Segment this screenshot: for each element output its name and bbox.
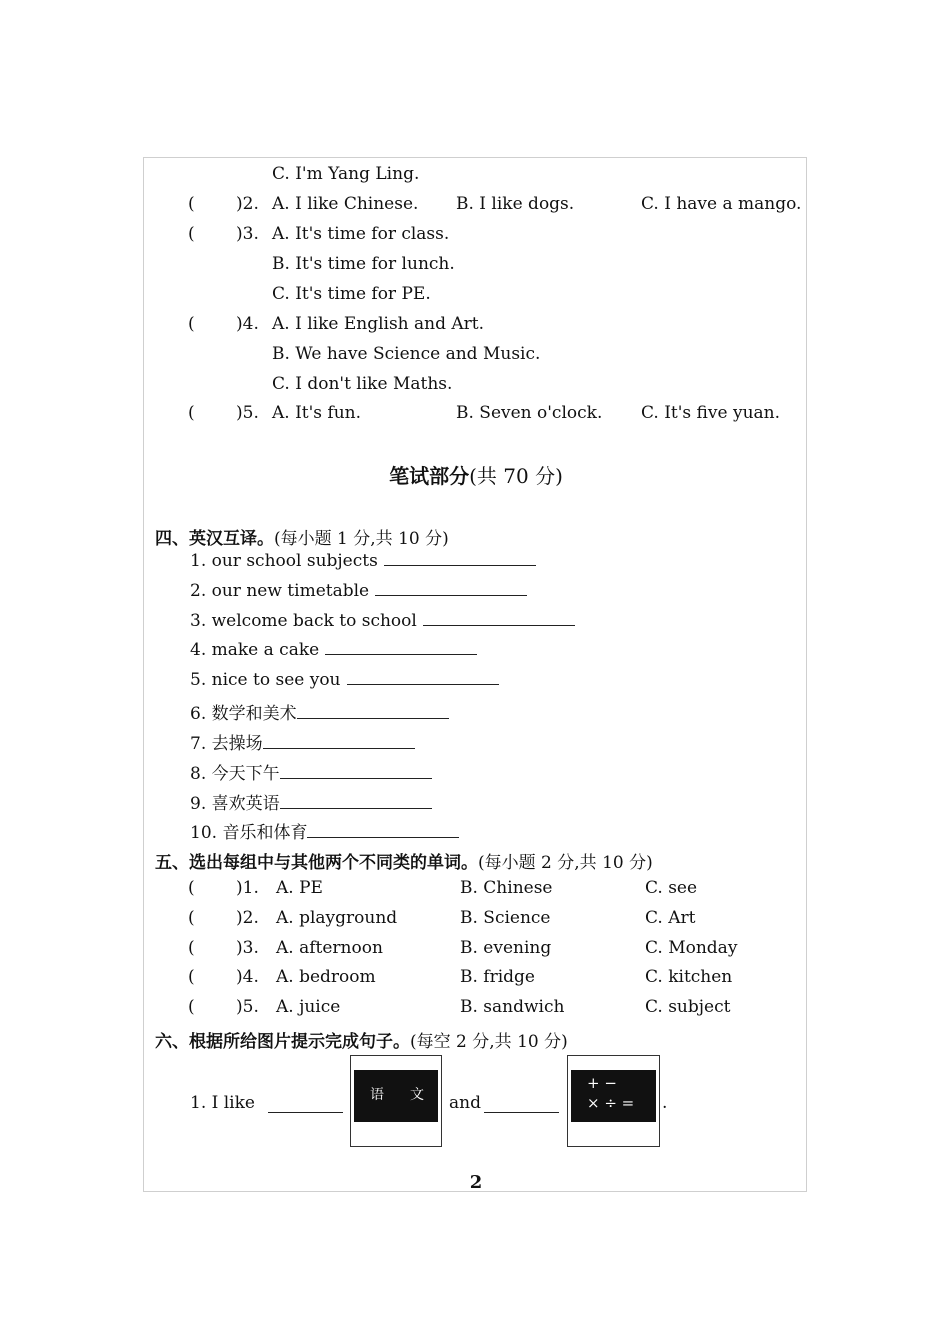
- q4-option-c: C. I don't like Maths.: [272, 374, 453, 394]
- picture-sentence-1: [190, 1093, 255, 1113]
- section-6-title: 六、根据所给图片提示完成句子。: [155, 1032, 410, 1052]
- q2-option-a: A. I like Chinese.: [272, 194, 419, 214]
- option-a: A. bedroom: [276, 967, 376, 987]
- translation-item: [190, 670, 499, 690]
- q3-option-b: B. It's time for lunch.: [272, 254, 455, 274]
- option-a: A. playground: [276, 908, 398, 928]
- q5-option-b: B. Seven o'clock.: [456, 403, 603, 423]
- sentence-end-wrap: [662, 1093, 667, 1113]
- q4-option-b: B. We have Science and Music.: [272, 344, 541, 364]
- written-part-title: [144, 460, 808, 489]
- item-text: 9. 喜欢英语: [190, 794, 280, 814]
- translation-item: [190, 640, 477, 660]
- option-c: C. see: [645, 878, 698, 898]
- section-5-heading: [155, 848, 653, 873]
- q2-option-c: C. I have a mango.: [641, 194, 802, 214]
- page-number: 2: [469, 1172, 483, 1193]
- translation-item: [190, 759, 432, 784]
- answer-blank[interactable]: [375, 581, 527, 596]
- answer-blank[interactable]: [384, 551, 536, 566]
- section-4-heading: [155, 524, 449, 549]
- answer-blank[interactable]: [263, 734, 415, 749]
- answer-bracket[interactable]: (: [188, 908, 195, 928]
- option-b: B. Science: [460, 908, 551, 928]
- answer-bracket[interactable]: (: [188, 967, 195, 987]
- item-text: 7. 去操场: [190, 734, 263, 754]
- question-number: )4.: [236, 314, 259, 334]
- section-5-title: 五、选出每组中与其他两个不同类的单词。: [155, 853, 478, 873]
- translation-item: [190, 699, 449, 724]
- q3-option-a: A. It's time for class.: [272, 224, 450, 244]
- q5-option-a: A. It's fun.: [272, 403, 362, 423]
- answer-bracket[interactable]: (: [188, 194, 195, 214]
- maths-subject-card: [567, 1055, 660, 1147]
- question-number: )2.: [236, 908, 259, 928]
- translation-item: [190, 729, 415, 754]
- written-part-score: (共 70 分): [469, 464, 563, 488]
- option-c: C. subject: [645, 997, 731, 1017]
- option-b: B. evening: [460, 938, 552, 958]
- item-text: 3. welcome back to school: [190, 611, 417, 631]
- answer-bracket[interactable]: (: [188, 224, 195, 244]
- item-text: 8. 今天下午: [190, 764, 280, 784]
- question-number: )5.: [236, 403, 259, 423]
- q4-option-a: A. I like English and Art.: [272, 314, 485, 334]
- section-4-note: (每小题 1 分,共 10 分): [274, 529, 449, 549]
- answer-blank[interactable]: [280, 764, 432, 779]
- item-text: 4. make a cake: [190, 640, 320, 660]
- card-char-2: 文: [410, 1087, 424, 1103]
- card-char-1: 语: [370, 1087, 384, 1103]
- translation-item: [190, 789, 432, 814]
- option-c: C. kitchen: [645, 967, 733, 987]
- answer-blank[interactable]: [347, 670, 499, 685]
- item-text: 6. 数学和美术: [190, 704, 297, 724]
- exam-page: [143, 157, 807, 1192]
- question-number: )1.: [236, 878, 259, 898]
- answer-bracket[interactable]: (: [188, 403, 195, 423]
- answer-blank[interactable]: [280, 794, 432, 809]
- option-b: B. sandwich: [460, 997, 565, 1017]
- option-a: A. juice: [276, 997, 341, 1017]
- sentence-middle: and: [449, 1093, 481, 1113]
- section-6-heading: [155, 1027, 568, 1052]
- item-text: 5. nice to see you: [190, 670, 341, 690]
- item-text: 1. our school subjects: [190, 551, 378, 571]
- option-b: B. fridge: [460, 967, 535, 987]
- answer-blank[interactable]: [297, 704, 449, 719]
- written-part-main: 笔试部分: [389, 464, 470, 488]
- answer-bracket[interactable]: (: [188, 878, 195, 898]
- q1-option-c: C. I'm Yang Ling.: [272, 164, 420, 184]
- question-number: )3.: [236, 224, 259, 244]
- answer-bracket[interactable]: (: [188, 997, 195, 1017]
- question-number: )3.: [236, 938, 259, 958]
- section-5-note: (每小题 2 分,共 10 分): [478, 853, 653, 873]
- item-text: 2. our new timetable: [190, 581, 370, 601]
- answer-blank-1[interactable]: [268, 1112, 343, 1113]
- answer-blank-2[interactable]: [484, 1112, 559, 1113]
- option-b: B. Chinese: [460, 878, 553, 898]
- q5-option-c: C. It's five yuan.: [641, 403, 781, 423]
- q2-option-b: B. I like dogs.: [456, 194, 575, 214]
- question-number: )5.: [236, 997, 259, 1017]
- sentence-middle-wrap: [449, 1093, 481, 1113]
- translation-item: [190, 818, 459, 843]
- q3-option-c: C. It's time for PE.: [272, 284, 431, 304]
- answer-bracket[interactable]: (: [188, 938, 195, 958]
- option-a: A. PE: [276, 878, 323, 898]
- card-blackboard: [571, 1070, 656, 1122]
- item-text: 10. 音乐和体育: [190, 823, 308, 843]
- option-c: C. Monday: [645, 938, 738, 958]
- math-symbols-row-2: × ÷ =: [587, 1094, 635, 1112]
- option-c: C. Art: [645, 908, 696, 928]
- section-6-note: (每空 2 分,共 10 分): [410, 1032, 568, 1052]
- question-number: )2.: [236, 194, 259, 214]
- math-symbols-row-1: + −: [587, 1074, 617, 1092]
- sentence-start: 1. I like: [190, 1093, 255, 1113]
- card-blackboard: [354, 1070, 438, 1122]
- sentence-end: .: [662, 1093, 668, 1113]
- chinese-subject-card: [350, 1055, 442, 1147]
- answer-blank[interactable]: [307, 823, 459, 838]
- answer-bracket[interactable]: (: [188, 314, 195, 334]
- translation-item: [190, 581, 527, 601]
- option-a: A. afternoon: [276, 938, 383, 958]
- section-4-title: 四、英汉互译。: [155, 529, 274, 549]
- translation-item: [190, 551, 536, 571]
- answer-blank[interactable]: [325, 640, 477, 655]
- question-number: )4.: [236, 967, 259, 987]
- answer-blank[interactable]: [423, 611, 575, 626]
- translation-item: [190, 611, 575, 631]
